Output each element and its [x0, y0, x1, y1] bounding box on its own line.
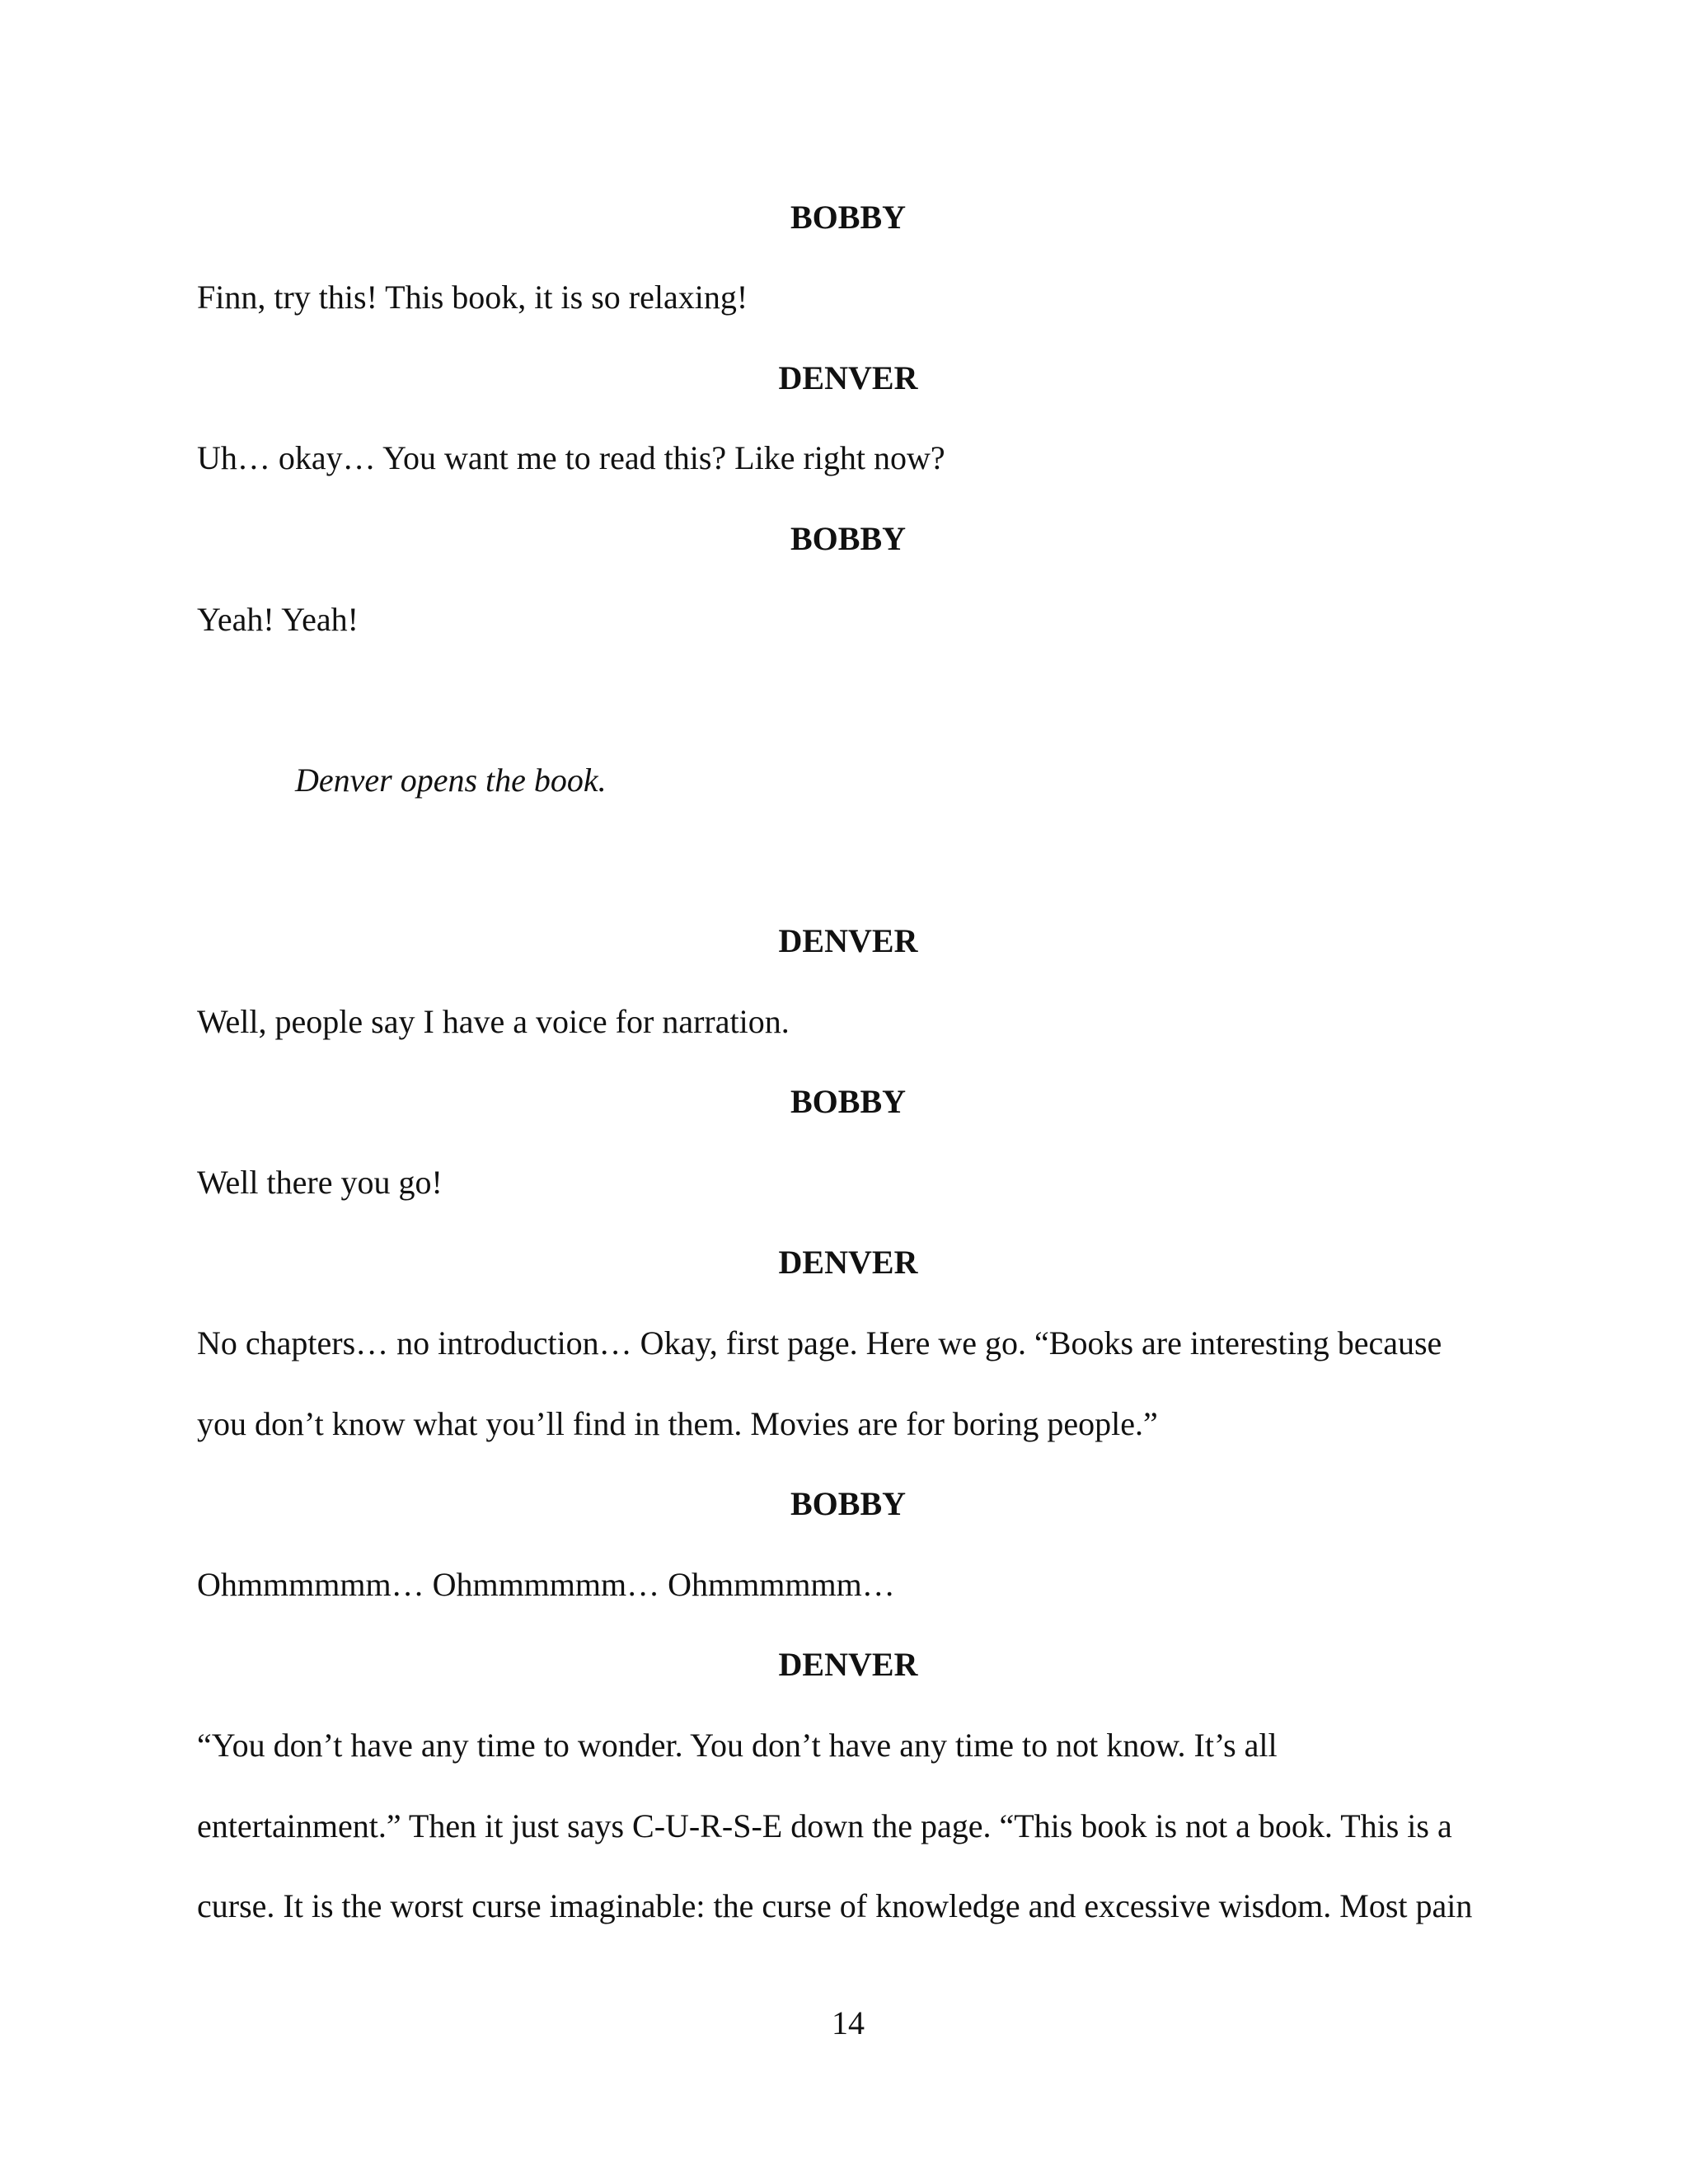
dialogue-line: you don’t know what you’ll find in them. Movies are for boring people.” — [197, 1405, 1158, 1442]
speaker-denver: DENVER — [778, 1244, 918, 1281]
speaker-bobby: BOBBY — [790, 199, 907, 236]
dialogue-line: curse. It is the worst curse imaginable: the curse of knowledge and excessive wisdom. Most pain — [197, 1887, 1473, 1924]
speaker-denver: DENVER — [778, 922, 918, 959]
page-number: 14 — [832, 2004, 865, 2041]
stage-direction: Denver opens the book. — [295, 762, 607, 799]
dialogue-line: “You don’t have any time to wonder. You don’t have any time to not know. It’s all — [197, 1727, 1278, 1764]
speaker-denver: DENVER — [778, 1646, 918, 1683]
dialogue-line: Finn, try this! This book, it is so relaxing! — [197, 279, 748, 316]
speaker-bobby: BOBBY — [790, 1485, 907, 1522]
dialogue-line: entertainment.” Then it just says C-U-R-S-E down the page. “This book is not a book. This is a — [197, 1807, 1452, 1844]
dialogue-line: Ohmmmmmm… Ohmmmmmm… Ohmmmmmm… — [197, 1566, 895, 1603]
dialogue-line: Well, people say I have a voice for narration. — [197, 1003, 790, 1040]
dialogue-line: Well there you go! — [197, 1164, 443, 1201]
speaker-bobby: BOBBY — [790, 520, 907, 557]
dialogue-line: Uh… okay… You want me to read this? Like right now? — [197, 439, 945, 476]
speaker-denver: DENVER — [778, 359, 918, 396]
dialogue-line: No chapters… no introduction… Okay, first page. Here we go. “Books are interesting because — [197, 1324, 1442, 1361]
dialogue-line: Yeah! Yeah! — [197, 601, 359, 638]
speaker-bobby: BOBBY — [790, 1083, 907, 1120]
